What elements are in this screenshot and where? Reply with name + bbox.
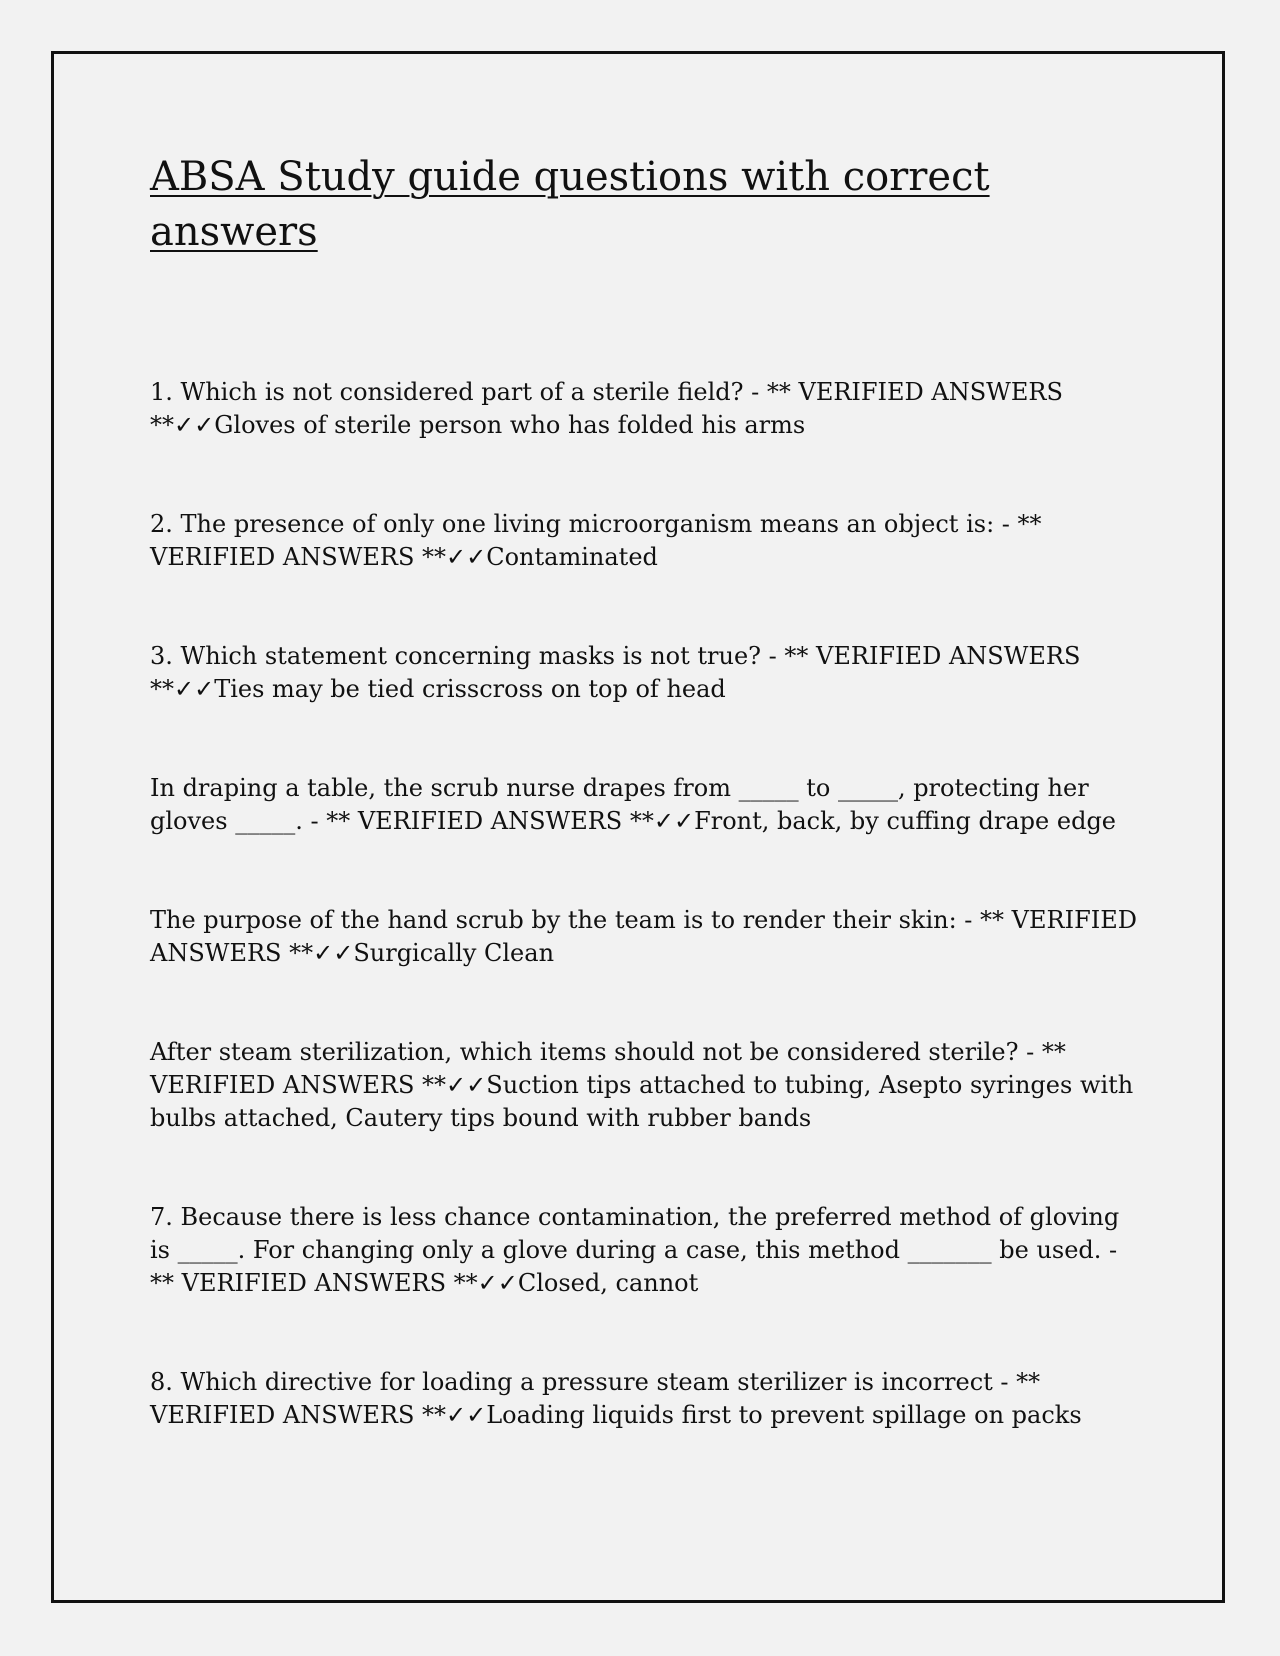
qa-item-5: The purpose of the hand scrub by the team is to render their skin: - ** VERIFIED ANSWERS **✓✓Surgically Clean bbox=[150, 906, 1137, 967]
qa-list bbox=[150, 376, 1140, 1432]
qa-item-1: 1. Which is not considered part of a sterile field? - ** VERIFIED ANSWERS **✓✓Gloves of sterile person who has folded his arms bbox=[150, 378, 1063, 439]
qa-item-8: 8. Which directive for loading a pressure steam sterilizer is incorrect - ** VERIFIED ANSWERS **✓✓Loading liquids first to prevent spillage on packs bbox=[150, 1368, 1082, 1429]
qa-item-2: 2. The presence of only one living microorganism means an object is: - ** VERIFIED ANSWERS **✓✓Contaminated bbox=[150, 510, 1042, 571]
document-body bbox=[150, 150, 1140, 1498]
document-title: ABSA Study guide questions with correct answers bbox=[150, 154, 990, 255]
qa-item-4: In draping a table, the scrub nurse drapes from _____ to _____, protecting her gloves _____. - ** VERIFIED ANSWERS **✓✓Front, back, by cuffing drape edge bbox=[150, 774, 1117, 835]
qa-item-3: 3. Which statement concerning masks is not true? - ** VERIFIED ANSWERS **✓✓Ties may be tied crisscross on top of head bbox=[150, 642, 1081, 703]
qa-item-7: 7. Because there is less chance contamination, the preferred method of gloving is _____. For changing only a glove during a case, this method _______ be used. - ** VERIFIED ANSWERS **✓✓Closed, cannot bbox=[150, 1203, 1120, 1297]
qa-item-6: After steam sterilization, which items should not be considered sterile? - ** VERIFIED ANSWERS **✓✓Suction tips attached to tubing, Asepto syringes with bulbs attached, Cautery tips bound with rubber bands bbox=[150, 1038, 1134, 1132]
